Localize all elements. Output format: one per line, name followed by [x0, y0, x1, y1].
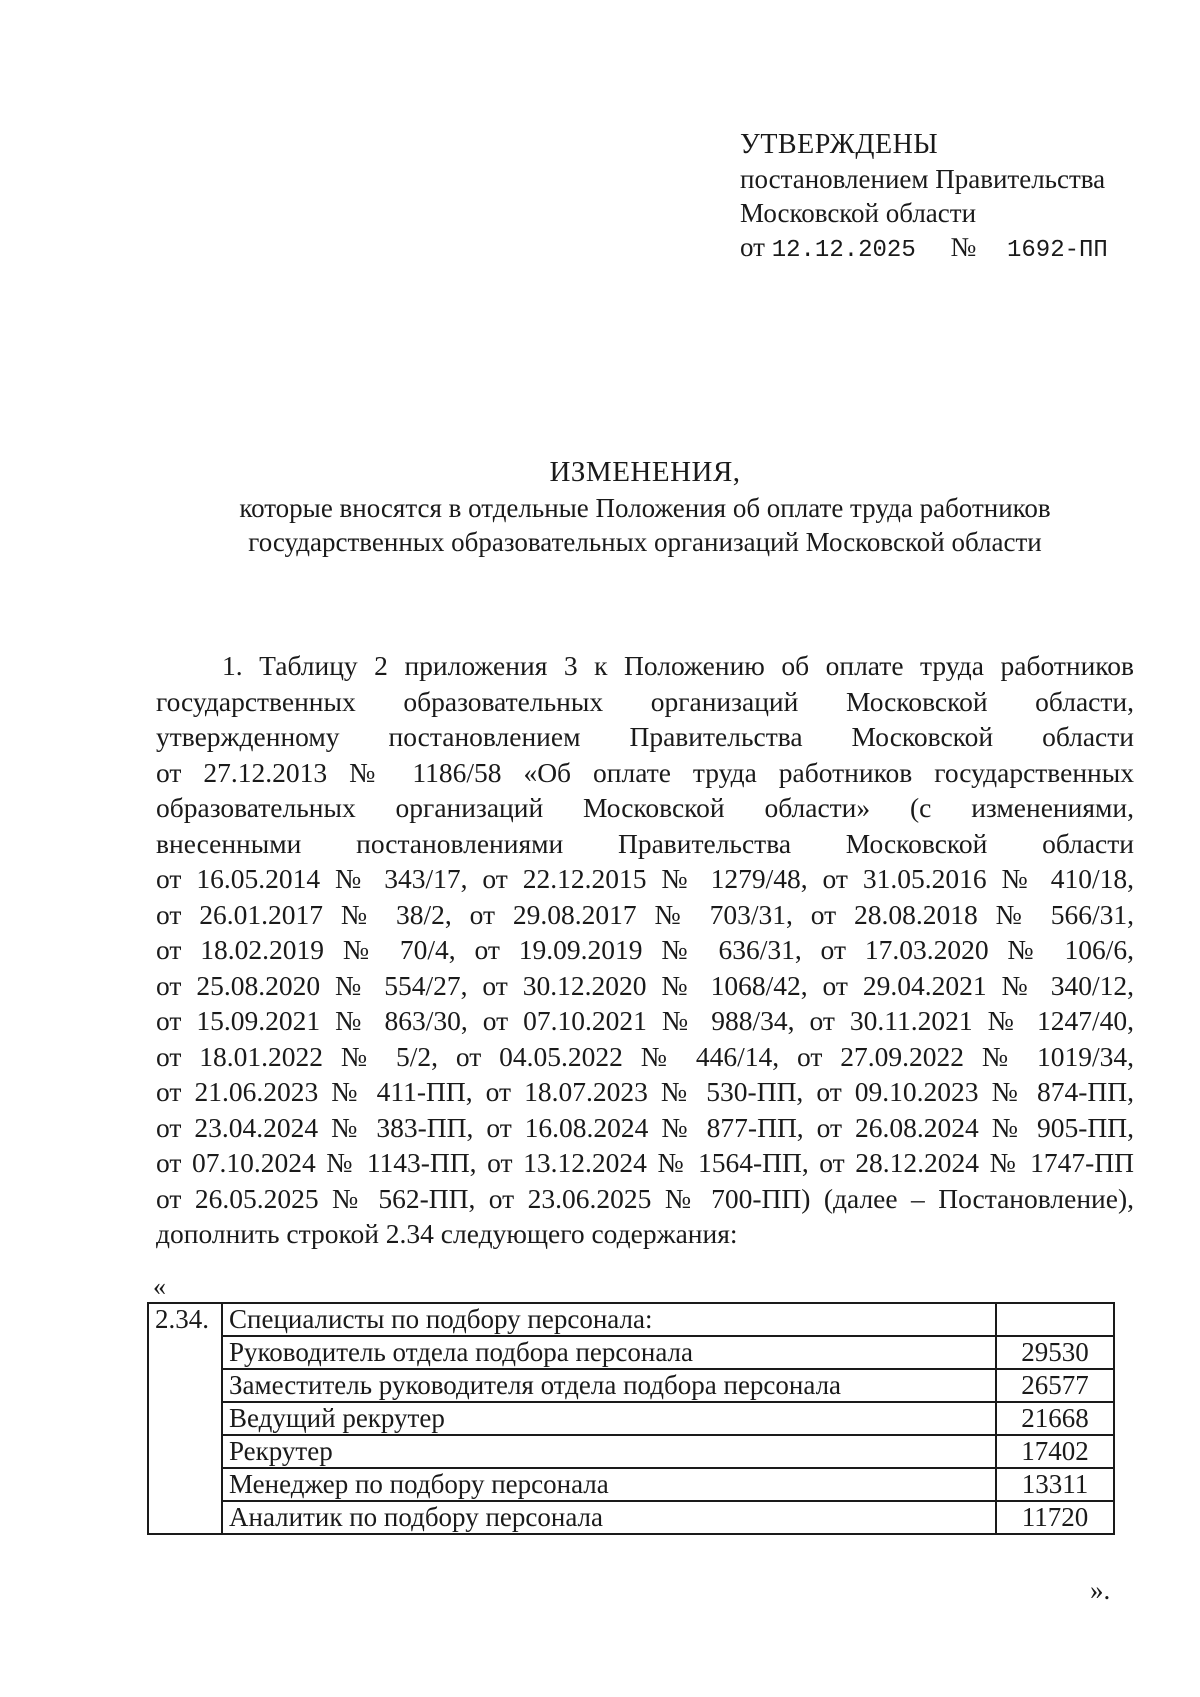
heading-line-1: которые вносятся в отдельные Положения об оплате труда работников [239, 493, 1051, 523]
paragraph-line: от 15.09.2021 № 863/30, от 07.10.2021 № 988/34, от 30.11.2021 № 1247/40, [156, 1005, 1134, 1036]
group-title-cell: Специалисты по подбору персонала: [222, 1303, 996, 1336]
table-row [148, 1501, 1114, 1534]
paragraph-line: утвержденному постановлением Правительства Московской области [156, 721, 1134, 752]
paragraph-line: внесенными постановлениями Правительства Московской области [156, 827, 1134, 859]
paragraph-line: от 26.01.2017 № 38/2, от 29.08.2017 № 703/31, от 28.08.2018 № 566/31, [156, 898, 1134, 930]
approval-number: 1692-ПП [1007, 237, 1108, 264]
approval-title: УТВЕРЖДЕНЫ [740, 129, 939, 160]
approval-line-1: постановлением Правительства [740, 164, 1106, 194]
position-cell: Менеджер по подбору персонала [222, 1468, 996, 1501]
position-cell: Ведущий рекрутер [222, 1402, 996, 1435]
salary-value-cell: 13311 [996, 1468, 1114, 1501]
salary-value-cell: 17402 [996, 1435, 1114, 1468]
paragraph-line: дополнить строкой 2.34 следующего содержания: [156, 1218, 738, 1249]
approval-date-line [740, 230, 1108, 268]
paragraph-line: государственных образовательных организаций Московской области, [156, 685, 1134, 717]
paragraph-line: от 16.05.2014 № 343/17, от 22.12.2015 № 1279/48, от 31.05.2016 № 410/18, [156, 863, 1134, 894]
heading-title: ИЗМЕНЕНИЯ, [549, 456, 741, 488]
paragraph-line: от 18.01.2022 № 5/2, от 04.05.2022 № 446/14, от 27.09.2022 № 1019/34, [156, 1040, 1134, 1072]
table-row [148, 1435, 1114, 1468]
paragraph-line: от 27.12.2013 № 1186/58 «Об оплате труда работников государственных [156, 756, 1134, 788]
table-row [148, 1336, 1114, 1369]
amendment-paragraph [156, 648, 1134, 1252]
salary-value-cell: 29530 [996, 1336, 1114, 1369]
table-row [148, 1369, 1114, 1402]
table-header-row [148, 1303, 1114, 1336]
row-number-cell: 2.34. [148, 1303, 222, 1534]
table-row [148, 1468, 1114, 1501]
position-cell: Рекрутер [222, 1435, 996, 1468]
paragraph-line: от 25.08.2020 № 554/27, от 30.12.2020 № 1068/42, от 29.04.2021 № 340/12, [156, 969, 1134, 1001]
paragraph-line: 1. Таблицу 2 приложения 3 к Положению об оплате труда работников [222, 650, 1134, 681]
quote-open: « [153, 1272, 166, 1301]
approval-date-prefix: от [740, 232, 765, 262]
position-cell: Аналитик по подбору персонала [222, 1501, 996, 1534]
approval-date: 12.12.2025 [771, 237, 916, 264]
approval-block [740, 128, 1108, 268]
table-row [148, 1402, 1114, 1435]
approval-number-sign: № [950, 232, 977, 262]
amendment-table [147, 1302, 1115, 1535]
group-value-cell [996, 1303, 1114, 1336]
salary-value-cell: 21668 [996, 1402, 1114, 1435]
position-cell: Руководитель отдела подбора персонала [222, 1336, 996, 1369]
salary-value-cell: 26577 [996, 1369, 1114, 1402]
salary-value-cell: 11720 [996, 1501, 1114, 1534]
amendment-table-body [148, 1303, 1114, 1534]
paragraph-line: от 07.10.2024 № 1143-ПП, от 13.12.2024 № 1564-ПП, от 28.12.2024 № 1747-ПП [156, 1147, 1134, 1178]
quote-close: ». [1090, 1575, 1111, 1605]
paragraph-line: от 18.02.2019 № 70/4, от 19.09.2019 № 636/31, от 17.03.2020 № 106/6, [156, 934, 1134, 965]
position-cell: Заместитель руководителя отдела подбора персонала [222, 1369, 996, 1402]
paragraph-line: от 23.04.2024 № 383-ПП, от 16.08.2024 № 877-ПП, от 26.08.2024 № 905-ПП, [156, 1111, 1134, 1143]
paragraph-line: от 21.06.2023 № 411-ПП, от 18.07.2023 № 530-ПП, от 09.10.2023 № 874-ПП, [156, 1076, 1134, 1107]
document-heading [150, 455, 1140, 559]
paragraph-line: от 26.05.2025 № 562-ПП, от 23.06.2025 № 700-ПП) (далее – Постановление), [156, 1182, 1134, 1214]
heading-line-2: государственных образовательных организаций Московской области [248, 527, 1042, 557]
paragraph-line: образовательных организаций Московской области» (с изменениями, [156, 792, 1134, 823]
approval-line-2: Московской области [740, 198, 977, 228]
